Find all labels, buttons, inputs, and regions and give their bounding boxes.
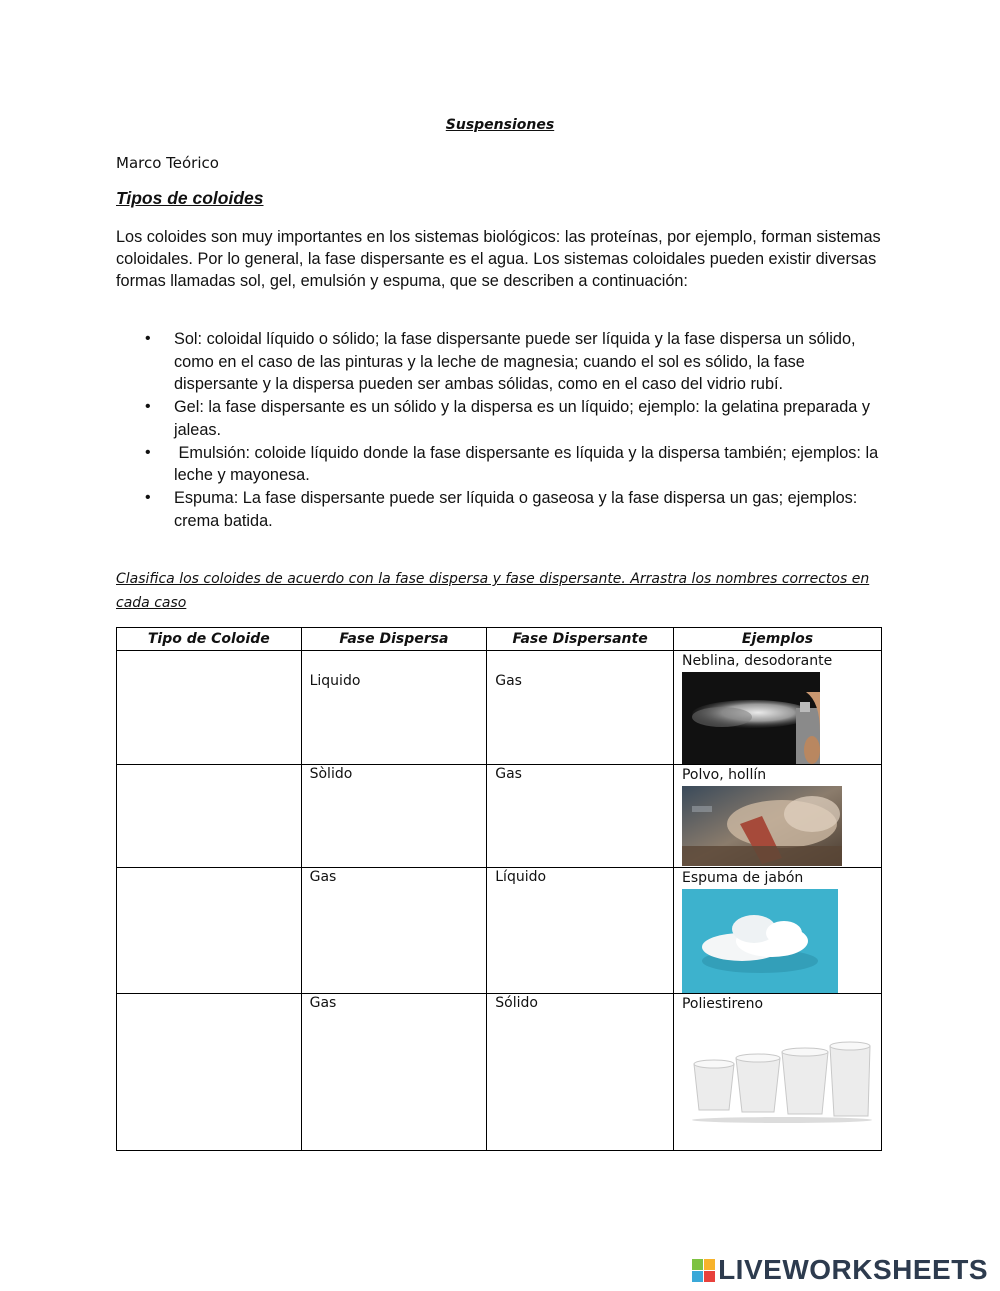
header-fase-dispersante: Fase Dispersante (487, 628, 674, 651)
table-row (117, 994, 882, 1151)
list-item (116, 396, 891, 441)
colloid-table (116, 627, 882, 1151)
logo-block (704, 1259, 715, 1270)
fase-dispersa-cell: Sòlido (301, 765, 487, 868)
drop-zone-tipo[interactable] (117, 994, 302, 1151)
liveworksheets-logo (692, 1254, 988, 1286)
ejemplo-cell (673, 765, 881, 868)
fase-dispersante-cell: Líquido (487, 868, 674, 994)
ejemplo-cell (673, 651, 881, 765)
drop-zone-tipo[interactable] (117, 765, 302, 868)
list-item (116, 328, 891, 396)
logo-blocks-icon (692, 1259, 715, 1282)
bullet-icon: • (145, 443, 151, 461)
soap-foam-photo (682, 889, 838, 993)
table-row (117, 868, 882, 994)
header-tipo: Tipo de Coloide (117, 628, 302, 651)
bullet-icon: • (145, 330, 151, 347)
section-title: Tipos de coloides (116, 188, 264, 208)
logo-text: LIVEWORKSHEETS (718, 1254, 988, 1285)
list-item (116, 442, 891, 487)
instruction-text: Clasifica los coloides de acuerdo con la fase dispersa y fase dispersante. Arrastra los nombres correctos en cada caso (116, 571, 870, 611)
subheading: Marco Teórico (116, 154, 219, 172)
ejemplo-label: Neblina, desodorante (681, 653, 833, 669)
fase-dispersante-cell: Gas (487, 651, 674, 765)
fase-dispersa-cell: Gas (301, 868, 487, 994)
ejemplo-cell (673, 994, 881, 1151)
logo-block (692, 1271, 703, 1282)
drop-zone-tipo[interactable] (117, 868, 302, 994)
fase-dispersante-cell: Sólido (487, 994, 674, 1151)
table-row (117, 765, 882, 868)
header-ejemplos: Ejemplos (673, 628, 881, 651)
spray-can-mist-photo (682, 672, 820, 764)
intro-paragraph: Los coloides son muy importantes en los sistemas biológicos: las proteínas, por ejemplo, forman sistemas coloidales. Por lo general, la fase dispersante es el agua. Los sistemas coloidales pueden existir diversas formas llamadas sol, gel, emulsión y espuma, que se describen a continuación: (116, 228, 881, 290)
list-item-text: Espuma: La fase dispersante puede ser líquida o gaseosa y la fase dispersa un gas; ejemplos: crema batida. (174, 488, 858, 530)
list-item-text: Sol: coloidal líquido o sólido; la fase dispersante puede ser líquida y la fase dispersa un sólido, como en el caso de las pinturas y la leche de magnesia; cuando el sol es sólido, la fase dispersante y la dispersa pueden ser ambas sólidas, como en el caso del vidrio rubí. (174, 330, 856, 394)
list-item (116, 487, 891, 532)
ejemplo-label: Espuma de jabón (681, 870, 804, 886)
logo-block (704, 1271, 715, 1282)
list-item-text: Emulsión: coloide líquido donde la fase dispersante es líquida y la dispersa también; ejemplos: la leche y mayonesa. (174, 443, 883, 485)
fase-dispersa-cell: Liquido (301, 651, 487, 765)
ejemplo-label: Poliestireno (681, 996, 764, 1012)
page-title: Suspensiones (445, 117, 555, 133)
drop-zone-tipo[interactable] (117, 651, 302, 765)
fase-dispersante-cell: Gas (487, 765, 674, 868)
ejemplo-cell (673, 868, 881, 994)
table-header-row (117, 628, 882, 651)
fase-dispersa-cell: Gas (301, 994, 487, 1151)
styrofoam-cups-photo (682, 1022, 872, 1126)
header-fase-dispersa: Fase Dispersa (301, 628, 487, 651)
list-item-text: Gel: la fase dispersante es un sólido y la dispersa es un líquido; ejemplo: la gelatina preparada y jaleas. (174, 398, 870, 439)
table-row (117, 651, 882, 765)
bullet-icon: • (145, 488, 151, 506)
bullet-icon: • (145, 398, 151, 416)
colloid-type-list (116, 328, 891, 532)
ejemplo-label: Polvo, hollín (681, 767, 767, 783)
dust-cloud-photo (682, 786, 842, 866)
logo-block (692, 1259, 703, 1270)
